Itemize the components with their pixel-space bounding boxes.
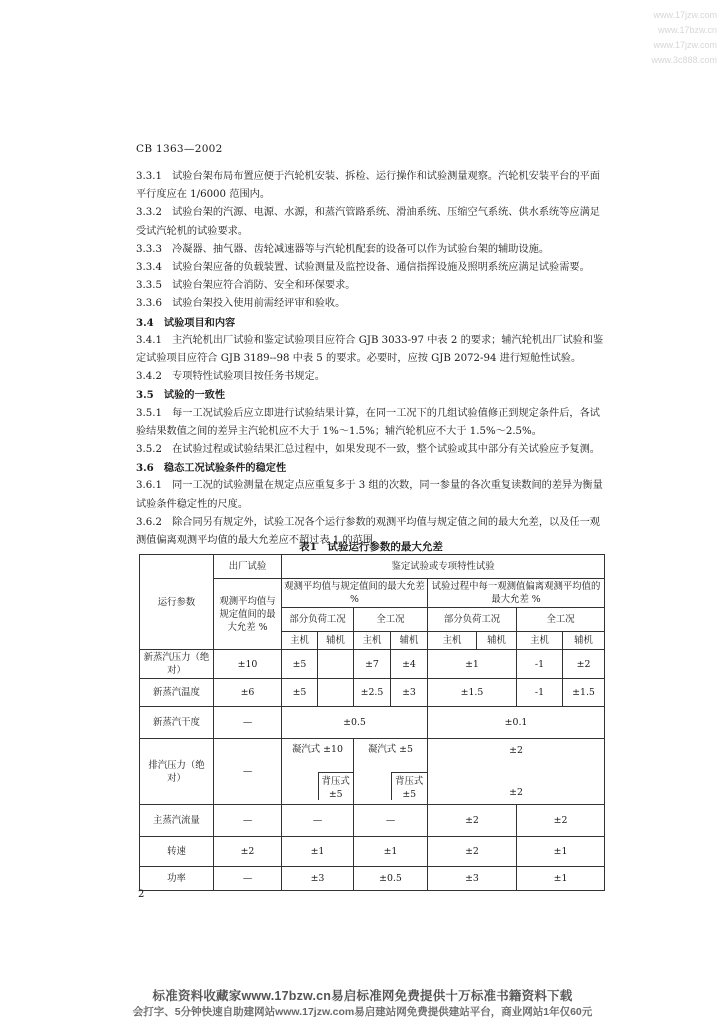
table-cell: — bbox=[214, 707, 282, 739]
row-label: 功率 bbox=[140, 867, 214, 891]
paragraph-3-4-2: 3.4.2 专项特性试验项目按任务书规定。 bbox=[136, 371, 325, 383]
paragraph-3-6-2: 3.6.2 除合同另有规定外，试验工况各个运行参数的观测平均值与规定值之间的最大允差，以及任一观测值偏离观测平均值的最大允差应不超过表 1 的范围。 bbox=[136, 516, 600, 547]
header-main: 主机 bbox=[282, 632, 318, 650]
table-cell: ±7 bbox=[354, 650, 391, 679]
table-cell: ±4 bbox=[391, 650, 428, 679]
paragraph-3-3-5: 3.3.5 试验台架应符合消防、安全和环保要求。 bbox=[136, 280, 356, 292]
header-full-load: 全工况 bbox=[354, 608, 428, 632]
table-cell: ±2 bbox=[517, 805, 605, 837]
table-cell: ±1.5 bbox=[428, 679, 517, 707]
header-aux: 辅机 bbox=[477, 632, 517, 650]
table-cell: ±2 bbox=[428, 805, 517, 837]
table-cell-split bbox=[428, 739, 605, 805]
table-cell: ±3 bbox=[428, 867, 517, 891]
watermark-url: www.17bzw.cn bbox=[657, 25, 717, 35]
table-cell: ±1 bbox=[517, 867, 605, 891]
table-row bbox=[140, 867, 605, 891]
row-label: 排汽压力（绝对） bbox=[140, 739, 214, 805]
heading-3-5: 3.5 试验的一致性 bbox=[136, 389, 226, 402]
table-cell: ±1 bbox=[428, 650, 517, 679]
table-cell: ±2 bbox=[214, 837, 282, 867]
header-factory-sub: 观测平均值与规定值间的最大允差 % bbox=[214, 579, 282, 650]
paragraph-3-6-1: 3.6.1 同一工况的试验测量在规定点应重复多于 3 组的次数，同一参量的各次重复读数间的差异为衡量试验条件稳定性的尺度。 bbox=[136, 480, 603, 510]
header-aux: 辅机 bbox=[391, 632, 428, 650]
table-cell: ±2 bbox=[509, 787, 523, 798]
table-cell: ±0.5 bbox=[282, 707, 428, 739]
page-number: 2 bbox=[138, 889, 145, 900]
watermark-urls bbox=[651, 8, 717, 68]
watermark-url: www.3c888.com bbox=[651, 55, 717, 65]
paragraph-3-3-4: 3.3.4 试验台架应备的负载装置、试验测量及监控设备、通信指挥设施及照明系统应满足试验需要。 bbox=[136, 262, 590, 274]
table-cell: ±1.5 bbox=[563, 679, 605, 707]
parameter-tolerance-table bbox=[139, 554, 605, 891]
table-cell: — bbox=[214, 739, 282, 805]
table-cell: — bbox=[354, 805, 428, 837]
footer-line-1: 标准资料收藏家www.17bzw.cn易启标准网免费提供十万标准书籍资料下载 bbox=[152, 989, 573, 1003]
table-cell: ±10 bbox=[214, 650, 282, 679]
paragraph-3-4-1: 3.4.1 主汽轮机出厂试验和鉴定试验项目应符合 GJB 3033-97 中表 2 的要求；辅汽轮机出厂试验和鉴定试验项目应符合 GJB 3189--98 中表 5 的要求。必要时，应按 GJB 2072-94 进行短舱性试验。 bbox=[136, 334, 604, 365]
header-aux: 辅机 bbox=[318, 632, 354, 650]
table-cell: ±1 bbox=[282, 837, 354, 867]
table-cell: 背压式 ±5 bbox=[391, 772, 428, 800]
header-main: 主机 bbox=[428, 632, 477, 650]
table-cell: ±5 bbox=[282, 650, 318, 679]
paragraph-3-3-3: 3.3.3 冷凝器、抽气器、齿轮减速器等与汽轮机配套的设备可以作为试验台架的辅助设施。 bbox=[136, 243, 550, 255]
table-cell: ±5 bbox=[282, 679, 318, 707]
document-body bbox=[136, 168, 606, 550]
table-cell: ±6 bbox=[214, 679, 282, 707]
paragraph-3-3-2: 3.3.2 试验台架的汽源、电源、水源，和蒸汽管路系统、滑油系统、压缩空气系统、供水系统等应满足受试汽轮机的试验要求。 bbox=[136, 207, 600, 237]
table-cell: ±2.5 bbox=[354, 679, 391, 707]
table-row bbox=[140, 650, 605, 679]
watermark-url: www.17jzw.com bbox=[653, 40, 717, 50]
table-row bbox=[140, 679, 605, 707]
paragraph-3-3-6: 3.3.6 试验台架投入使用前需经评审和验收。 bbox=[136, 298, 346, 310]
paragraph-3-5-2: 3.5.2 在试验过程或试验结果汇总过程中，如果发现不一致，整个试验或其中部分有关试验应予复测。 bbox=[136, 444, 600, 456]
table-cell-split bbox=[282, 739, 354, 805]
footer-line-2: 会打字、5分钟快速自助建网站www.17jzw.com易启建站网免费提供建站平台，商业网站1年仅60元 bbox=[132, 1006, 593, 1018]
header-factory-test: 出厂试验 bbox=[214, 555, 282, 579]
table-row bbox=[140, 805, 605, 837]
table-cell: -1 bbox=[517, 679, 563, 707]
header-parameter: 运行参数 bbox=[140, 555, 214, 650]
table-cell: -1 bbox=[517, 650, 563, 679]
document-code: CB 1363—2002 bbox=[136, 143, 223, 155]
heading-3-4: 3.4 试验项目和内容 bbox=[136, 316, 236, 329]
paragraph-3-3-1: 3.3.1 试验台架布局布置应便于汽轮机安装、拆检、运行操作和试验测量观察。汽轮机安装平台的平面平行度应在 1/6000 范围内。 bbox=[136, 171, 600, 201]
header-main: 主机 bbox=[517, 632, 563, 650]
table-cell: — bbox=[214, 805, 282, 837]
watermark-url: www.17jzw.com bbox=[653, 10, 717, 20]
heading-3-6: 3.6 稳态工况试验条件的稳定性 bbox=[136, 462, 287, 475]
paragraph-3-5-1: 3.5.1 每一工况试验后应立即进行试验结果计算，在同一工况下的几组试验值修正到规定条件后，各试验结果数值之间的差异主汽轮机应不大于 1%～1.5%；辅汽轮机应不大于 1.5%～2.5%。 bbox=[136, 407, 600, 437]
table-cell: — bbox=[282, 805, 354, 837]
table-row bbox=[140, 707, 605, 739]
header-identification-test: 鉴定试验或专项特性试验 bbox=[282, 555, 605, 579]
table-cell: 凝汽式 ±5 bbox=[368, 744, 413, 755]
table-cell: ±3 bbox=[282, 867, 354, 891]
table-cell: ±2 bbox=[428, 837, 517, 867]
header-main: 主机 bbox=[354, 632, 391, 650]
table-cell: ±1 bbox=[517, 837, 605, 867]
table-cell: ±0.5 bbox=[354, 867, 428, 891]
row-label: 转速 bbox=[140, 837, 214, 867]
header-partial-load: 部分负荷工况 bbox=[282, 608, 354, 632]
header-reading-deviation: 试验过程中每一观测值偏离观测平均值的最大允差 % bbox=[428, 579, 605, 608]
table-cell: ±2 bbox=[509, 745, 523, 756]
table-title: 表1 试验运行参数的最大允差 bbox=[299, 541, 443, 553]
header-full-load-2: 全工况 bbox=[517, 608, 605, 632]
table-cell: ±2 bbox=[563, 650, 605, 679]
header-avg-vs-spec: 观测平均值与规定值间的最大允差 % bbox=[282, 579, 428, 608]
table-row bbox=[140, 837, 605, 867]
table-cell-split bbox=[354, 739, 428, 805]
row-label: 新蒸汽干度 bbox=[140, 707, 214, 739]
header-aux: 辅机 bbox=[563, 632, 605, 650]
table-cell: ±1 bbox=[354, 837, 428, 867]
table-cell: ±0.1 bbox=[428, 707, 605, 739]
table-cell: — bbox=[214, 867, 282, 891]
table-row bbox=[140, 739, 605, 805]
row-label: 新蒸汽温度 bbox=[140, 679, 214, 707]
table-cell: 背压式 ±5 bbox=[318, 772, 354, 800]
table-cell: ±3 bbox=[391, 679, 428, 707]
row-label: 主蒸汽流量 bbox=[140, 805, 214, 837]
table-cell: 凝汽式 ±10 bbox=[292, 744, 343, 755]
row-label: 新蒸汽压力（绝对） bbox=[140, 650, 214, 679]
header-partial-load-2: 部分负荷工况 bbox=[428, 608, 517, 632]
